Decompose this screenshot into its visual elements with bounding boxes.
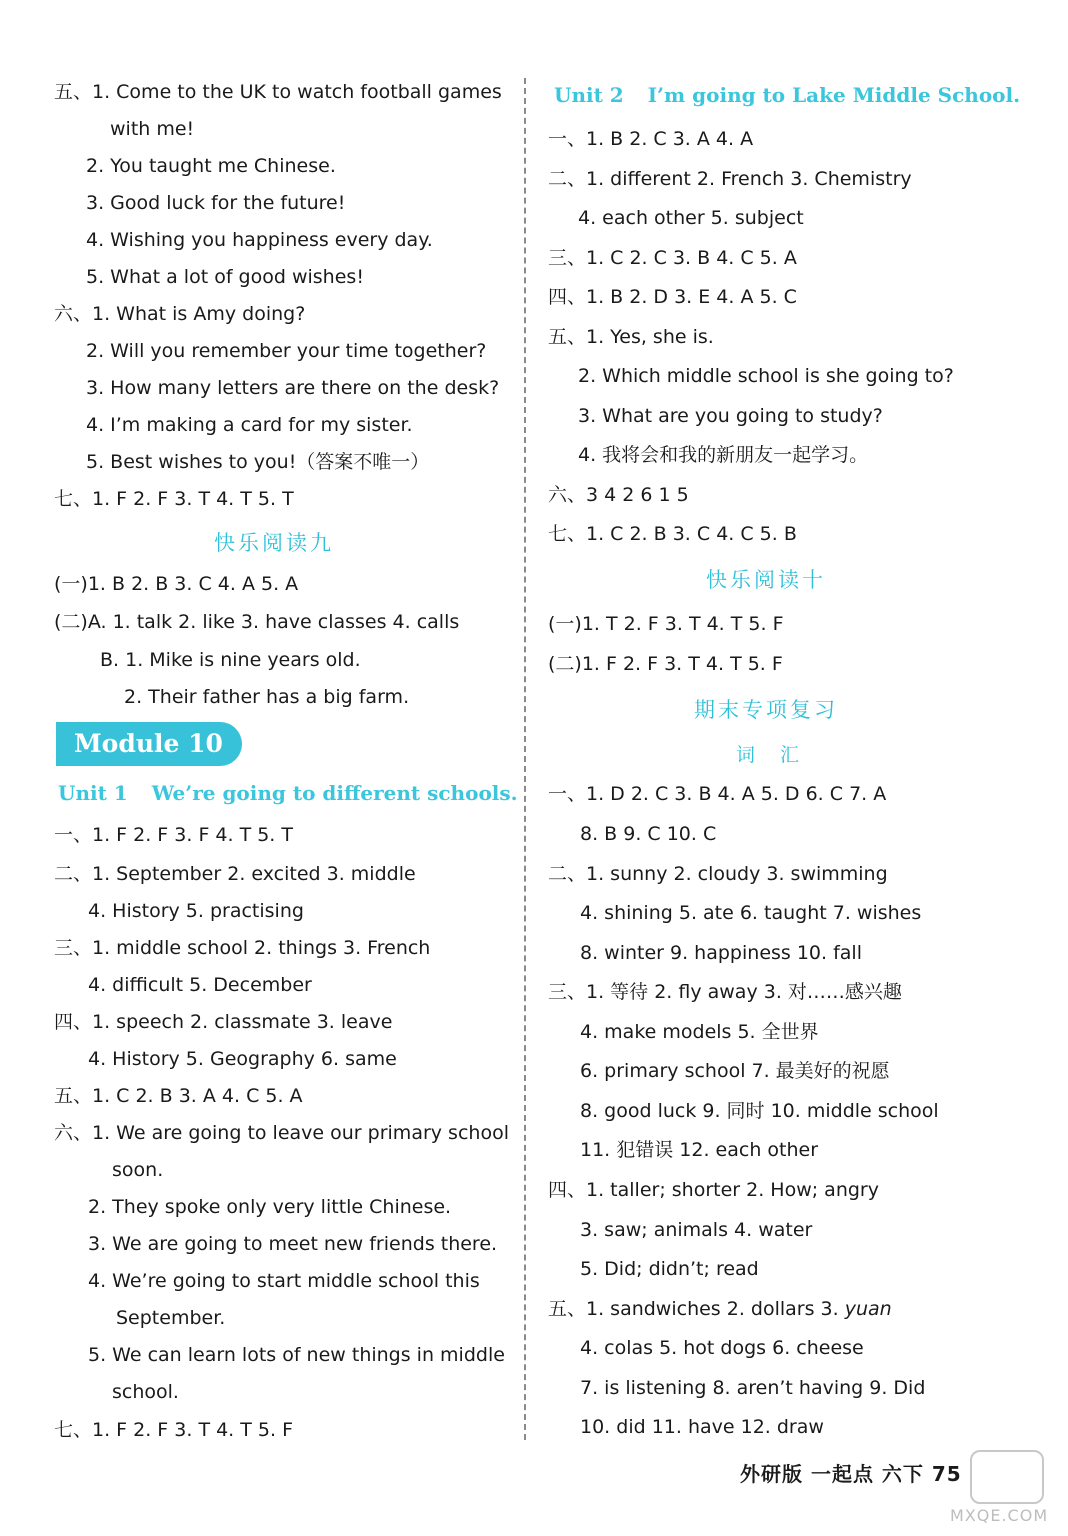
- unit1-answer-line: September.: [116, 1307, 226, 1329]
- left-answer-line: 4. Wishing you happiness every day.: [86, 229, 433, 251]
- unit2-answer-line: 七、1. C 2. B 3. C 4. C 5. B: [548, 523, 797, 545]
- unit1-label: Unit 1: [58, 781, 128, 805]
- vocab-answer-line: 四、1. taller; shorter 2. How; angry: [548, 1179, 879, 1201]
- vocab-answer-line: 二、1. sunny 2. cloudy 3. swimming: [548, 863, 888, 885]
- unit1-answer-line: 二、1. September 2. excited 3. middle: [54, 863, 416, 885]
- vocab-answer-line: 4. make models 5. 全世界: [580, 1021, 819, 1043]
- left-answer-line: 2. Will you remember your time together?: [86, 340, 487, 362]
- vocab-answer-line: 5. Did; didn’t; read: [580, 1258, 759, 1280]
- left-answer-line: with me!: [110, 118, 195, 140]
- vocab-answer-line: 8. winter 9. happiness 10. fall: [580, 942, 862, 964]
- vocab-answer-line: 五、1. sandwiches 2. dollars 3. yuan: [548, 1298, 892, 1320]
- unit1-answer-line: 一、1. F 2. F 3. F 4. T 5. T: [54, 824, 293, 846]
- left-answer-line: 4. I’m making a card for my sister.: [86, 414, 413, 436]
- vocab-answer-line: 10. did 11. have 12. draw: [580, 1416, 824, 1438]
- unit1-answer-line: 四、1. speech 2. classmate 3. leave: [54, 1011, 393, 1033]
- unit1-answer-line: 3. We are going to meet new friends there.: [88, 1233, 498, 1255]
- unit1-answer-line: 4. History 5. Geography 6. same: [88, 1048, 397, 1070]
- unit1-answer-line: 六、1. We are going to leave our primary school: [54, 1122, 509, 1144]
- left-reading-line: B. 1. Mike is nine years old.: [100, 649, 361, 671]
- left-reading-line: 2. Their father has a big farm.: [124, 686, 410, 708]
- unit2-answer-line: 二、1. different 2. French 3. Chemistry: [548, 168, 912, 190]
- module-badge: Module 10: [56, 722, 242, 766]
- unit2-answer-line: 三、1. C 2. C 3. B 4. C 5. A: [548, 247, 797, 269]
- review-title: 期末专项复习: [694, 698, 838, 722]
- left-answer-line: 3. Good luck for the future!: [86, 192, 346, 214]
- left-reading-line: (二)A. 1. talk 2. like 3. have classes 4. calls: [54, 611, 460, 633]
- vocab-title: 词 汇: [736, 744, 803, 766]
- unit2-answer-line: 4. 我将会和我的新朋友一起学习。: [578, 444, 869, 466]
- unit2-answer-line: 3. What are you going to study?: [578, 405, 883, 427]
- left-answer-line: 2. You taught me Chinese.: [86, 155, 336, 177]
- vocab-answer-line: 7. is listening 8. aren’t having 9. Did: [580, 1377, 926, 1399]
- left-answer-line: 五、1. Come to the UK to watch football games: [54, 81, 502, 103]
- watermark-logo: [950, 1450, 1060, 1530]
- left-answer-line: 七、1. F 2. F 3. T 4. T 5. T: [54, 488, 294, 510]
- unit2-answer-line: 4. each other 5. subject: [578, 207, 804, 229]
- unit1-answer-line: 七、1. F 2. F 3. T 4. T 5. F: [54, 1419, 293, 1441]
- unit2-answer-line: 2. Which middle school is she going to?: [578, 365, 954, 387]
- vocab-answer-line: 6. primary school 7. 最美好的祝愿: [580, 1060, 890, 1082]
- vocab-answer-line: 8. good luck 9. 同时 10. middle school: [580, 1100, 939, 1122]
- vocab-answer-line: 4. shining 5. ate 6. taught 7. wishes: [580, 902, 922, 924]
- reading-title-10: 快乐阅读十: [706, 568, 826, 592]
- unit1-answer-line: 4. We’re going to start middle school this: [88, 1270, 480, 1292]
- vocab-answer-italic-word: yuan: [838, 1298, 892, 1320]
- unit2-answer-line: 五、1. Yes, she is.: [548, 326, 714, 348]
- right-reading-line: (一)1. T 2. F 3. T 4. T 5. F: [548, 613, 784, 635]
- unit2-answer-line: 四、1. B 2. D 3. E 4. A 5. C: [548, 286, 797, 308]
- vocab-answer-line: 4. colas 5. hot dogs 6. cheese: [580, 1337, 864, 1359]
- left-reading-line: (一)1. B 2. B 3. C 4. A 5. A: [54, 573, 299, 595]
- footer-edition: 外研版 一起点 六下 75: [740, 1462, 962, 1486]
- right-reading-line: (二)1. F 2. F 3. T 4. T 5. F: [548, 653, 783, 675]
- unit1-answer-line: 4. History 5. practising: [88, 900, 304, 922]
- unit2-title: [554, 82, 1020, 108]
- vocab-answer-line: 8. B 9. C 10. C: [580, 823, 717, 845]
- vocab-answer-line: 11. 犯错误 12. each other: [580, 1139, 819, 1161]
- unit1-answer-line: school.: [112, 1381, 179, 1403]
- watermark-url: MXQE.COM: [950, 1506, 1049, 1525]
- reading-title-9: 快乐阅读九: [214, 531, 334, 555]
- left-answer-line: 六、1. What is Amy doing?: [54, 303, 306, 325]
- unit1-answer-line: 三、1. middle school 2. things 3. French: [54, 937, 431, 959]
- left-answer-line: 3. How many letters are there on the desk?: [86, 377, 500, 399]
- unit1-name: We’re going to different schools.: [151, 781, 518, 805]
- left-answer-line: 5. What a lot of good wishes!: [86, 266, 364, 288]
- unit2-answer-line: 一、1. B 2. C 3. A 4. A: [548, 128, 754, 150]
- left-answer-line: 5. Best wishes to you!（答案不唯一）: [86, 451, 430, 473]
- unit1-answer-line: 5. We can learn lots of new things in middle: [88, 1344, 505, 1366]
- unit2-name: I’m going to Lake Middle School.: [647, 83, 1021, 107]
- vocab-answer-line: 3. saw; animals 4. water: [580, 1219, 813, 1241]
- vocab-answer-line: 一、1. D 2. C 3. B 4. A 5. D 6. C 7. A: [548, 783, 887, 805]
- unit1-answer-line: 2. They spoke only very little Chinese.: [88, 1196, 452, 1218]
- unit1-answer-line: 五、1. C 2. B 3. A 4. C 5. A: [54, 1085, 303, 1107]
- unit1-answer-line: 4. difficult 5. December: [88, 974, 312, 996]
- watermark-stamp-icon: [970, 1450, 1044, 1504]
- unit2-answer-line: 六、3 4 2 6 1 5: [548, 484, 689, 506]
- unit1-answer-line: soon.: [112, 1159, 164, 1181]
- column-divider: [524, 78, 526, 1440]
- unit1-title: [58, 780, 518, 806]
- vocab-answer-line: 三、1. 等待 2. fly away 3. 对……感兴趣: [548, 981, 902, 1003]
- unit2-label: Unit 2: [554, 83, 624, 107]
